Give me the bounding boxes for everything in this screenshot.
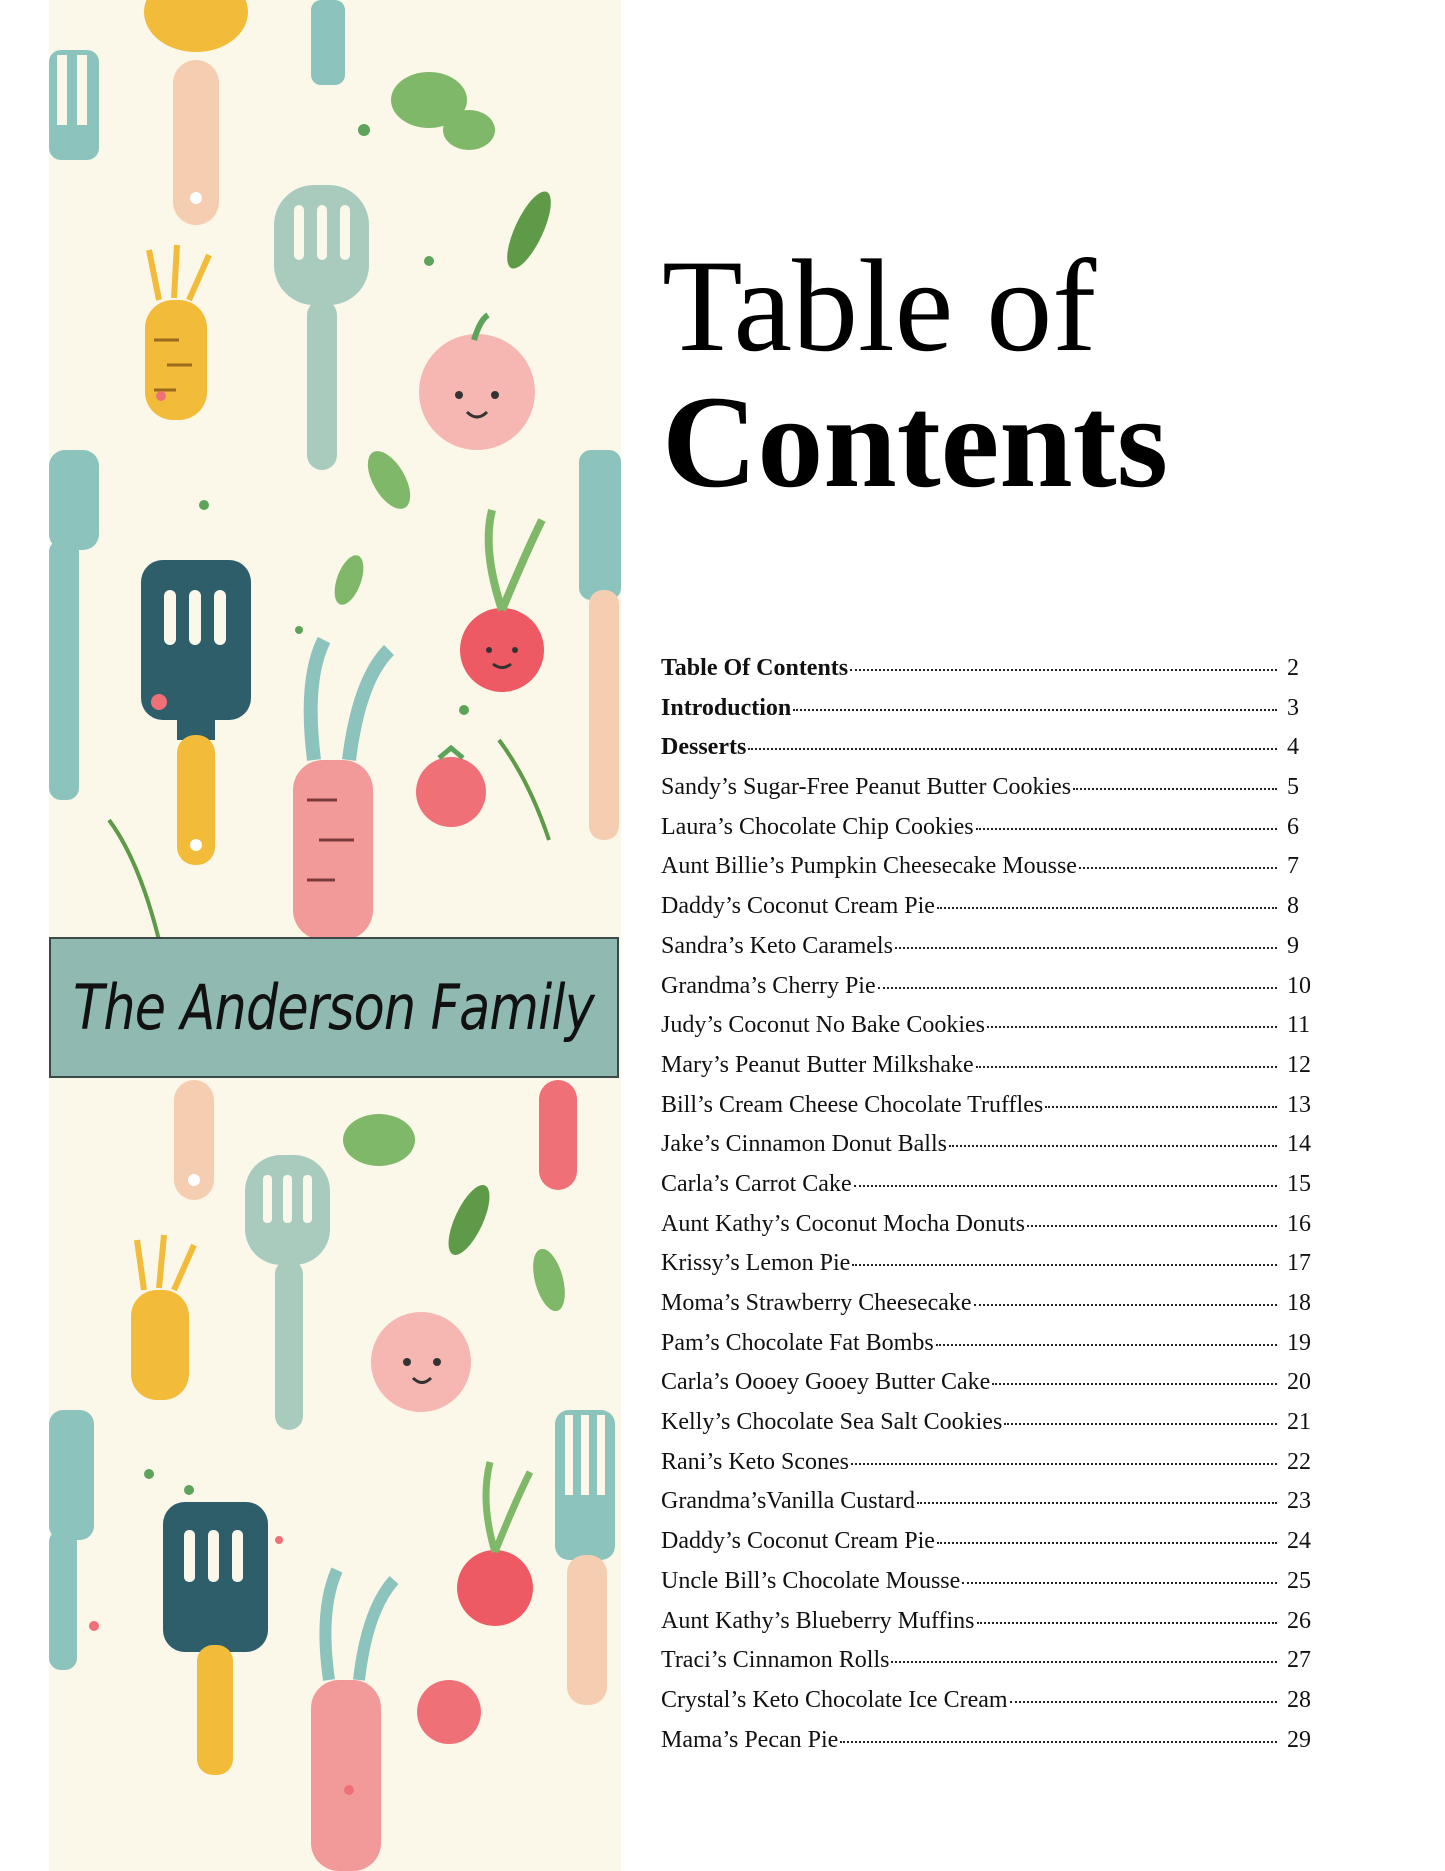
toc-entry-label: Laura’s Chocolate Chip Cookies (661, 813, 974, 840)
toc-entry-label: Judy’s Coconut No Bake Cookies (661, 1012, 985, 1039)
toc-entry[interactable] (661, 814, 1321, 854)
toc-entry[interactable] (661, 1211, 1321, 1251)
teal-spatula-icon (49, 450, 99, 800)
toc-page-number: 15 (1287, 1170, 1311, 1197)
toc-page-number: 23 (1287, 1488, 1311, 1515)
toc-entry-label: Desserts (661, 734, 747, 761)
slotted-spatula-icon (274, 185, 369, 470)
toc-entry-label: Introduction (661, 694, 792, 721)
toc-entry-label: Mama’s Pecan Pie (661, 1726, 839, 1753)
toc-entry[interactable] (661, 893, 1321, 933)
toc-entry-label: Daddy’s Coconut Cream Pie (661, 893, 935, 920)
toc-entry-label: Carla’s Oooey Gooey Butter Cake (661, 1369, 991, 1396)
toc-entry-label: Krissy’s Lemon Pie (661, 1250, 851, 1277)
toc-page-number: 13 (1287, 1091, 1311, 1118)
toc-dot-leader (1079, 867, 1277, 869)
toc-entry[interactable] (661, 695, 1321, 735)
toc-page-number: 27 (1287, 1647, 1311, 1674)
toc-entry-label: Sandra’s Keto Caramels (661, 932, 893, 959)
navy-spatula-bottom-icon (163, 1502, 268, 1775)
toc-entry[interactable] (661, 1330, 1321, 1370)
toc-dot-leader (854, 1185, 1277, 1187)
toc-page-number: 22 (1287, 1448, 1311, 1475)
toc-entry-label: Bill’s Cream Cheese Chocolate Truffles (661, 1091, 1044, 1118)
toc-entry-label: Table Of Contents (661, 655, 849, 681)
toc-dot-leader (992, 1383, 1277, 1385)
toc-entry[interactable] (661, 774, 1321, 814)
pink-tomato-face-icon (419, 315, 535, 450)
kitchen-pattern-illustration (49, 0, 621, 1871)
toc-page-number: 6 (1287, 813, 1299, 840)
toc-page-number: 20 (1287, 1369, 1311, 1396)
toc-entry[interactable] (661, 1727, 1321, 1767)
toc-entry[interactable] (661, 1687, 1321, 1727)
toc-entry-label: Grandma’s Cherry Pie (661, 972, 876, 999)
toc-page-number: 28 (1287, 1686, 1311, 1713)
radish-bottom-icon (457, 1462, 533, 1626)
toc-dot-leader (962, 1582, 1277, 1584)
toc-entry[interactable] (661, 1052, 1321, 1092)
carrot-icon (145, 245, 209, 420)
toc-page-number: 9 (1287, 932, 1299, 959)
toc-entry[interactable] (661, 1568, 1321, 1608)
toc-entry-label: Daddy’s Coconut Cream Pie (661, 1528, 935, 1555)
toc-entry[interactable] (661, 1369, 1321, 1409)
toc-dot-leader (937, 1542, 1277, 1544)
page-title-line-2: Contents (662, 368, 1169, 515)
toc-entry[interactable] (661, 1488, 1321, 1528)
page-title-line-1: Table of (662, 232, 1097, 379)
toc-entry[interactable] (661, 1608, 1321, 1648)
kitchen-pattern-art (49, 0, 621, 1871)
page-title (662, 232, 1169, 515)
toc-entry-label: Jake’s Cinnamon Donut Balls (661, 1131, 947, 1158)
pink-carrot-icon (293, 640, 389, 940)
toc-dot-leader (1045, 1106, 1277, 1108)
toc-entry-label: Moma’s Strawberry Cheesecake (661, 1290, 972, 1316)
toc-entry[interactable] (661, 734, 1321, 774)
toc-dot-leader (1004, 1423, 1277, 1425)
toc-entry[interactable] (661, 933, 1321, 973)
toc-dot-leader (977, 1622, 1277, 1624)
toc-dot-leader (936, 1344, 1277, 1346)
toc-page-number: 14 (1287, 1131, 1311, 1158)
teal-fork-right-icon (579, 450, 621, 840)
toc-dot-leader (1073, 788, 1277, 790)
toc-entry-label: Sandy’s Sugar-Free Peanut Butter Cookies (661, 774, 1072, 801)
toc-page-number: 12 (1287, 1051, 1311, 1078)
navy-spatula-icon (141, 560, 251, 865)
toc-page-number: 2 (1287, 655, 1299, 681)
toc-entry-label: Mary’s Peanut Butter Milkshake (661, 1051, 974, 1078)
toc-entry-label: Aunt Kathy’s Coconut Mocha Donuts (661, 1210, 1025, 1237)
toc-entry-label: Crystal’s Keto Chocolate Ice Cream (661, 1686, 1008, 1713)
toc-list (661, 655, 1321, 1766)
family-name: The Anderson Family (73, 971, 595, 1044)
toc-page-number: 8 (1287, 893, 1299, 920)
toc-dot-leader (976, 1066, 1277, 1068)
toc-page-number: 25 (1287, 1567, 1311, 1594)
carrot-bottom-icon (131, 1235, 194, 1400)
radish-icon (460, 510, 544, 692)
toc-page-number: 5 (1287, 774, 1299, 801)
toc-page-number: 24 (1287, 1528, 1311, 1555)
pink-handle-bottom-icon (539, 1080, 577, 1190)
toc-dot-leader (917, 1502, 1277, 1504)
pink-carrot-bottom-icon (311, 1570, 394, 1871)
toc-page-number: 17 (1287, 1250, 1311, 1277)
wooden-spoon-icon (144, 0, 248, 225)
toc-entry[interactable] (661, 1409, 1321, 1449)
toc-entry-label: Rani’s Keto Scones (661, 1448, 849, 1475)
toc-entry[interactable] (661, 853, 1321, 893)
toc-dot-leader (852, 1264, 1277, 1266)
family-name-banner (49, 937, 619, 1078)
mint-spatula-bottom-icon (245, 1155, 330, 1430)
toc-entry-label: Aunt Billie’s Pumpkin Cheesecake Mousse (661, 853, 1077, 880)
toc-page-number: 4 (1287, 734, 1299, 761)
toc-page-number: 21 (1287, 1409, 1311, 1436)
toc-entry[interactable] (661, 1449, 1321, 1489)
small-tomato-bottom-icon (417, 1680, 481, 1744)
toc-entry-label: Grandma’sVanilla Custard (661, 1488, 915, 1515)
toc-entry[interactable] (661, 1171, 1321, 1211)
toc-dot-leader (1010, 1701, 1277, 1703)
toc-entry[interactable] (661, 1528, 1321, 1568)
toc-page-number: 18 (1287, 1290, 1311, 1316)
toc-entry-label: Aunt Kathy’s Blueberry Muffins (661, 1607, 975, 1634)
toc-dot-leader (891, 1661, 1277, 1663)
toc-entry[interactable] (661, 1290, 1321, 1330)
toc-entry[interactable] (661, 1250, 1321, 1290)
toc-page-number: 3 (1287, 694, 1299, 721)
toc-dot-leader (937, 907, 1277, 909)
teal-fork-bottom-icon (555, 1410, 615, 1705)
toc-dot-leader (748, 748, 1277, 750)
toc-page-number: 7 (1287, 853, 1299, 880)
toc-entry-label: Kelly’s Chocolate Sea Salt Cookies (661, 1409, 1003, 1436)
toc-entry[interactable] (661, 1012, 1321, 1052)
toc-dot-leader (987, 1026, 1277, 1028)
pink-tomato-bottom-icon (371, 1312, 471, 1412)
toc-entry-label: Traci’s Cinnamon Rolls (661, 1647, 890, 1674)
toc-entry-label: Pam’s Chocolate Fat Bombs (661, 1329, 934, 1356)
toc-dot-leader (793, 709, 1277, 711)
toc-dot-leader (1027, 1225, 1277, 1227)
toc-entry-label: Carla’s Carrot Cake (661, 1170, 852, 1197)
toc-dot-leader (895, 947, 1277, 949)
toc-page-number: 26 (1287, 1607, 1311, 1634)
toc-dot-leader (840, 1741, 1277, 1743)
toc-page-number: 10 (1287, 972, 1311, 999)
toc-page-number: 11 (1287, 1012, 1311, 1039)
toc-page-number: 19 (1287, 1329, 1311, 1356)
toc-page-number: 16 (1287, 1210, 1311, 1237)
toc-entry[interactable] (661, 1647, 1321, 1687)
toc-entry[interactable] (661, 1092, 1321, 1132)
toc-dot-leader (949, 1145, 1277, 1147)
toc-dot-leader (974, 1304, 1277, 1306)
blue-fork-icon (49, 50, 99, 160)
toc-dot-leader (878, 987, 1277, 989)
toc-entry[interactable] (661, 655, 1321, 695)
toc-entry[interactable] (661, 973, 1321, 1013)
small-tomato-icon (416, 748, 486, 827)
teal-spatula-bottom-icon (49, 1410, 94, 1670)
toc-entry-label: Uncle Bill’s Chocolate Mousse (661, 1567, 961, 1594)
toc-dot-leader (851, 1463, 1277, 1465)
toc-page-number: 29 (1287, 1726, 1311, 1753)
herb-leaves-icon (329, 72, 560, 609)
toc-entry[interactable] (661, 1131, 1321, 1171)
toc-dot-leader (976, 828, 1277, 830)
toc-dot-leader (850, 669, 1277, 671)
peach-spoon-bottom-icon (174, 1080, 214, 1200)
teal-fork-icon (311, 0, 345, 85)
herb-leaves-bottom-icon (343, 1114, 571, 1315)
